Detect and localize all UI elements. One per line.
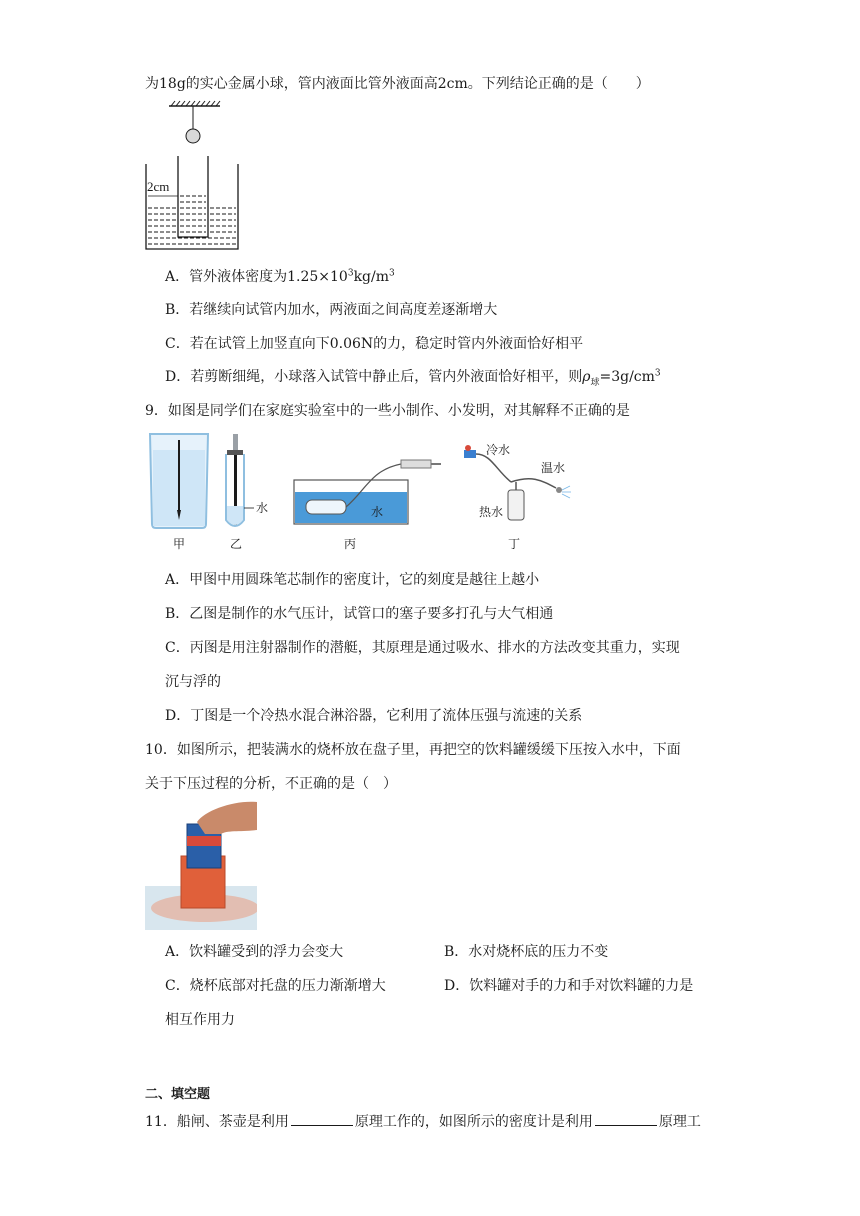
figure-jia xyxy=(150,434,208,528)
q10-option-a: A．饮料罐受到的浮力会变大 xyxy=(165,944,344,960)
section-title: 二、填空题 xyxy=(145,1087,211,1102)
label-yi: 乙 xyxy=(230,537,243,551)
label-ding: 丁 xyxy=(508,537,521,551)
q8-option-a: A．管外液体密度为$1.25\times 10^3kg/m^3$ xyxy=(165,268,395,285)
q10-stem-line2: 关于下压过程的分析，不正确的是（ ） xyxy=(145,776,397,792)
q8-stem-tail: 为18g的实心金属小球，管内液面比管外液面高2cm。下列结论正确的是（ ） xyxy=(145,76,650,92)
q9-option-a: A．甲图中用圆珠笔芯制作的密度计，它的刻度是越往上越小 xyxy=(165,572,540,588)
figure-bing xyxy=(294,460,441,524)
q10-option-d-line2: 相互作用力 xyxy=(165,1012,235,1028)
metal-ball xyxy=(186,129,200,143)
q10-option-c: C．烧杯底部对托盘的压力渐渐增大 xyxy=(165,978,386,994)
label-bing-water: 水 xyxy=(371,505,384,519)
answer-blank-2[interactable] xyxy=(595,1124,657,1126)
answer-blank-1[interactable] xyxy=(291,1124,353,1126)
q8-option-c: C．若在试管上加竖直向下0.06N的力，稳定时管内外液面恰好相平 xyxy=(165,336,584,352)
q9-option-c-line2: 沉与浮的 xyxy=(165,674,221,690)
q9-figure xyxy=(146,430,586,555)
q9-option-d: D．丁图是一个冷热水混合淋浴器，它利用了流体压强与流速的关系 xyxy=(165,708,583,724)
q8-figure xyxy=(142,100,242,252)
figure-yi xyxy=(226,434,254,526)
q10-option-b: B．水对烧杯底的压力不变 xyxy=(444,944,609,960)
q11-line: 11．船闸、茶壶是利用 原理工作的，如图所示的密度计是利用 原理工 xyxy=(145,1114,701,1130)
label-ding-cold: 冷水 xyxy=(486,443,511,457)
q10-option-d-line1: D．饮料罐对手的力和手对饮料罐的力是 xyxy=(444,978,694,994)
q10-photo xyxy=(145,800,257,930)
q8-option-d: D．若剪断细绳，小球落入试管中静止后，管内外液面恰好相平，则$\rho_球=3g/cm^3$ xyxy=(165,368,661,388)
label-jia: 甲 xyxy=(173,537,186,551)
label-yi-water: 水 xyxy=(256,501,269,515)
q9-option-c-line1: C．丙图是用注射器制作的潜艇，其原理是通过吸水、排水的方法改变其重力，实现 xyxy=(165,640,680,656)
height-label: 2cm xyxy=(147,179,170,194)
label-ding-hot: 热水 xyxy=(479,505,504,519)
label-ding-warm: 温水 xyxy=(541,461,566,475)
q10-stem-line1: 10．如图所示，把装满水的烧杯放在盘子里，再把空的饮料罐缓缓下压按入水中，下面 xyxy=(145,742,681,758)
q8-option-b: B．若继续向试管内加水，两液面之间高度差逐渐增大 xyxy=(165,302,498,318)
label-bing: 丙 xyxy=(344,537,357,551)
q9-stem: 9．如图是同学们在家庭实验室中的一些小制作、小发明，对其解释不正确的是 xyxy=(145,403,630,419)
q9-option-b: B．乙图是制作的水气压计，试管口的塞子要多打孔与大气相通 xyxy=(165,606,554,622)
